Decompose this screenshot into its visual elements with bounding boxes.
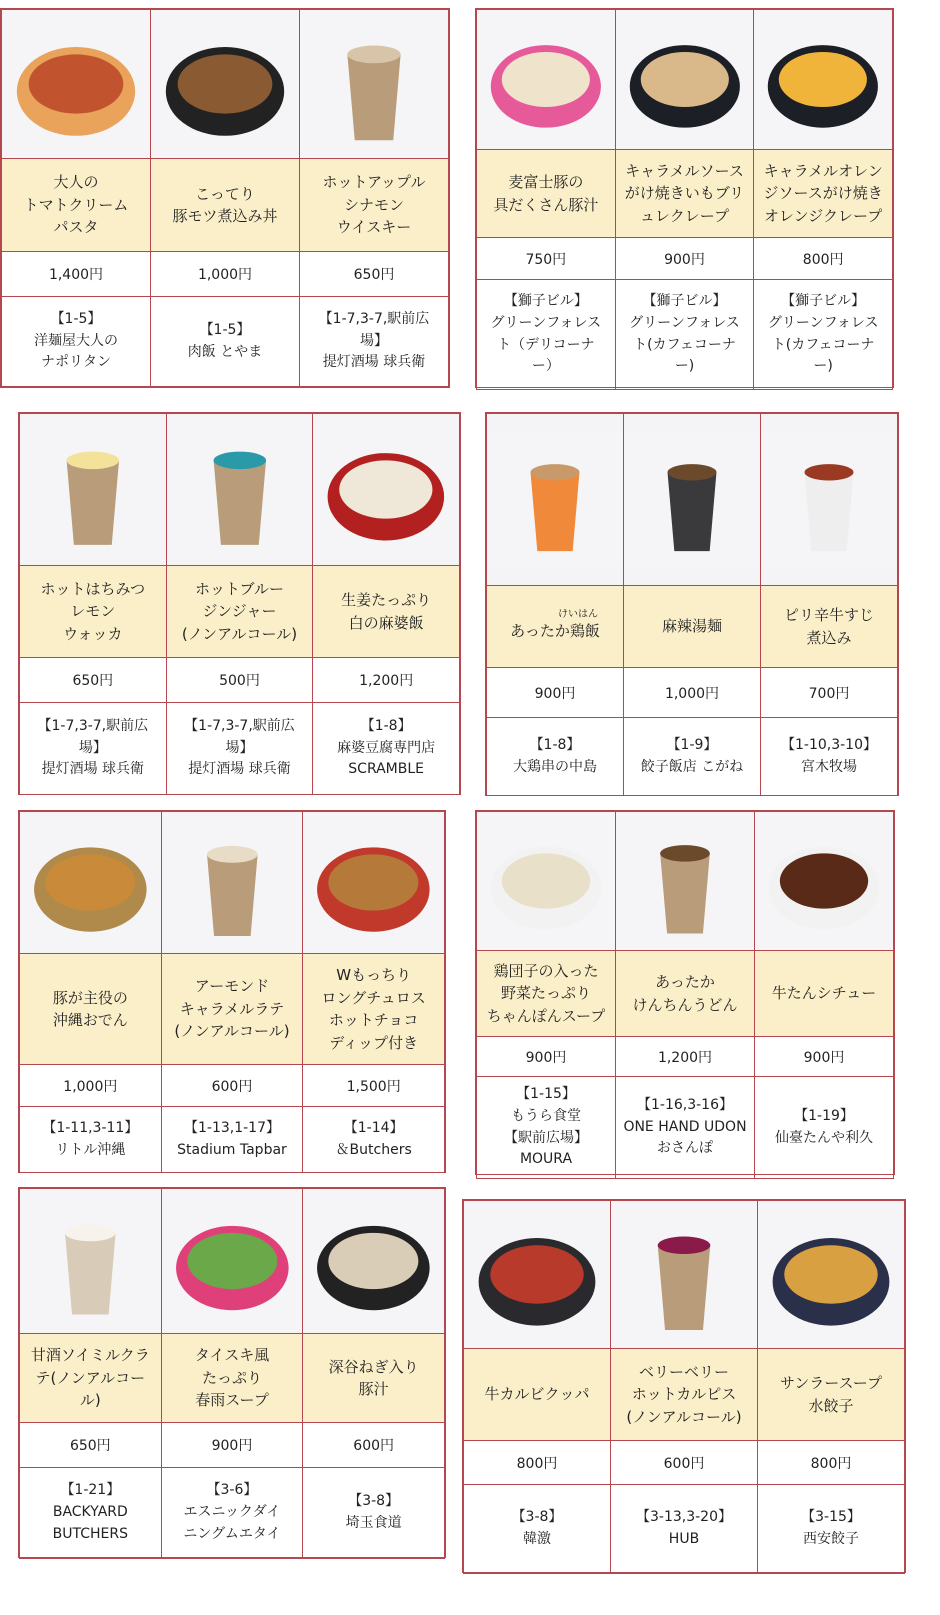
cup-bowl-orange-photo — [487, 414, 623, 585]
item-name-cell — [20, 1334, 162, 1423]
food-photo — [615, 10, 754, 150]
skillet-photo — [616, 10, 754, 149]
food-photo — [20, 414, 167, 566]
shop-location: 【1-9】 餃子飯店 こがね — [624, 718, 761, 796]
item-name: 鶏団子の入った 野菜たっぷり ちゃんぽんスープ — [486, 961, 606, 1025]
item-name: キャラメルオレン ジソースがけ焼き オレンジクレープ — [763, 161, 883, 225]
shop-location: 【3-6】 エスニックダイ ニングムエタイ — [161, 1468, 303, 1559]
shop-location: 【1-14】 ＆Butchers — [303, 1107, 445, 1173]
menu-card-4 — [485, 412, 899, 796]
skillet-orange-photo — [754, 10, 892, 149]
item-name: あったか鶏飯 — [510, 622, 600, 641]
food-photo — [758, 1201, 905, 1349]
item-name: 甘酒ソイミルクラ テ(ノンアルコー ル) — [30, 1346, 150, 1410]
food-photo — [477, 812, 616, 951]
shop-location: 【1-10,3-10】 宮木牧場 — [761, 718, 898, 796]
item-name-cell — [313, 566, 460, 658]
item-name-cell — [303, 1334, 445, 1423]
item-price: 900円 — [161, 1423, 303, 1468]
item-name: 牛たんシチュー — [771, 984, 877, 1003]
shop-location: 【1-5】 洋麺屋大人の ナポリタン — [2, 297, 151, 387]
food-photo — [166, 414, 313, 566]
item-name-cell — [616, 951, 755, 1037]
item-name-cell — [611, 1349, 758, 1441]
tongue-stew-photo — [755, 812, 893, 950]
item-name-cell — [161, 1334, 303, 1423]
item-name-cell — [624, 586, 761, 668]
item-name-cell — [161, 954, 303, 1065]
food-photo — [616, 812, 755, 951]
food-photo — [611, 1201, 758, 1349]
item-price: 650円 — [300, 252, 449, 297]
shop-location: 【1-5】 肉飯 とやま — [151, 297, 300, 387]
shop-location: 【1-15】 もうら食堂 【駅前広場】 MOURA — [477, 1077, 616, 1179]
food-photo — [161, 1189, 303, 1334]
item-name-cell — [755, 951, 894, 1037]
item-name-cell — [464, 1349, 611, 1441]
food-photo — [487, 414, 624, 586]
item-name: ホットはちみつ レモン ウォッカ — [40, 579, 146, 643]
item-name: 麻辣湯麺 — [661, 617, 722, 636]
berry-cup-photo — [611, 1201, 757, 1348]
shop-location: 【3-8】 韓激 — [464, 1485, 611, 1574]
menu-card-3 — [18, 412, 461, 795]
item-name-cell — [758, 1349, 905, 1441]
item-name: ベリーベリー ホットカルピス (ノンアルコール) — [626, 1362, 742, 1426]
food-photo — [303, 812, 445, 954]
shop-location: 【1-13,1-17】 Stadium Tapbar — [161, 1107, 303, 1173]
item-price: 650円 — [20, 1423, 162, 1468]
shop-location: 【1-16,3-16】 ONE HAND UDON おさんぽ — [616, 1077, 755, 1179]
soup-bowl-pink-photo — [477, 10, 615, 149]
item-name-cell — [303, 954, 445, 1065]
item-name: 豚が主役の 沖縄おでん — [52, 988, 128, 1029]
menu-card-2 — [475, 8, 894, 388]
item-name-cell — [477, 150, 616, 238]
rice-bowl-photo — [151, 10, 299, 158]
item-price: 900円 — [477, 1037, 616, 1077]
food-photo — [477, 10, 616, 150]
shop-location: 【3-13,3-20】 HUB — [611, 1485, 758, 1574]
item-name-cell — [761, 586, 898, 668]
hot-cup-photo — [300, 10, 448, 158]
champon-bowl-photo — [477, 812, 615, 950]
item-name: ホットアップル シナモン ウイスキー — [322, 173, 426, 237]
shop-location: 【獅子ビル】 グリーンフォレス ト(カフェコーナ ー) — [754, 280, 893, 390]
item-name: サンラースープ 水餃子 — [779, 1374, 882, 1415]
item-price: 900円 — [755, 1037, 894, 1077]
food-photo — [624, 414, 761, 586]
stew-cup-photo — [761, 414, 897, 585]
item-furigana: けいはん — [558, 609, 598, 621]
item-name: キャラメルソース がけ焼きいもブリ ュレクレープ — [624, 161, 745, 225]
menu-card-1 — [0, 8, 450, 388]
shop-location: 【3-8】 埼玉食道 — [303, 1468, 445, 1559]
item-name: タイスキ風 たっぷり 春雨スープ — [194, 1346, 270, 1410]
item-price: 1,000円 — [151, 252, 300, 297]
food-photo — [20, 1189, 162, 1334]
item-price: 500円 — [166, 658, 313, 703]
oden-bowl-photo — [20, 812, 161, 953]
hot-cup-lemon-photo — [20, 414, 166, 565]
item-price: 1,200円 — [616, 1037, 755, 1077]
food-photo — [464, 1201, 611, 1349]
shop-location: 【3-15】 西安餃子 — [758, 1485, 905, 1574]
item-name-cell — [20, 566, 167, 658]
latte-cup-photo — [162, 812, 303, 953]
shop-location: 【1-19】 仙臺たんや利久 — [755, 1077, 894, 1179]
shop-location: 【1-21】 BACKYARD BUTCHERS — [20, 1468, 162, 1559]
hot-cup-blue-photo — [167, 414, 313, 565]
item-name-cell — [754, 150, 893, 238]
item-price: 900円 — [487, 668, 624, 718]
item-name: アーモンド キャラメルラテ (ノンアルコール) — [174, 977, 290, 1041]
item-name-cell — [20, 954, 162, 1065]
food-photo — [313, 414, 460, 566]
food-photo — [20, 812, 162, 954]
menu-card-7 — [18, 1187, 446, 1558]
mapo-rice-photo — [313, 414, 459, 565]
item-price: 800円 — [758, 1441, 905, 1485]
shop-location: 【獅子ビル】 グリーンフォレス ト(カフェコーナ ー) — [615, 280, 754, 390]
item-name: 牛カルビクッパ — [484, 1385, 590, 1404]
item-name-cell — [487, 586, 624, 668]
item-price: 750円 — [477, 238, 616, 280]
shop-location: 【獅子ビル】 グリーンフォレス ト（デリコーナ ー） — [477, 280, 616, 390]
item-price: 900円 — [615, 238, 754, 280]
item-name-cell — [615, 150, 754, 238]
item-name: 麦富士豚の 具だくさん豚汁 — [493, 173, 599, 214]
item-price: 1,000円 — [20, 1065, 162, 1107]
item-name: 大人の トマトクリーム パスタ — [23, 173, 129, 237]
item-price: 600円 — [303, 1423, 445, 1468]
item-price: 1,200円 — [313, 658, 460, 703]
shop-location: 【1-8】 大鶏串の中島 — [487, 718, 624, 796]
pasta-plate-photo — [2, 10, 150, 158]
food-photo — [761, 414, 898, 586]
item-name-cell — [166, 566, 313, 658]
item-name-cell — [300, 159, 449, 252]
item-name-cell — [477, 951, 616, 1037]
menu-card-5 — [18, 810, 446, 1173]
item-price: 1,000円 — [624, 668, 761, 718]
item-name: ピリ辛牛すじ 煮込み — [783, 606, 874, 647]
food-photo — [161, 812, 303, 954]
item-price: 700円 — [761, 668, 898, 718]
food-photo — [303, 1189, 445, 1334]
food-photo — [755, 812, 894, 951]
item-price: 600円 — [611, 1441, 758, 1485]
item-name: こってり 豚モツ煮込み丼 — [172, 184, 278, 225]
item-price: 600円 — [161, 1065, 303, 1107]
shop-location: 【1-7,3-7,駅前広 場】 提灯酒場 球兵衛 — [300, 297, 449, 387]
cup-bowl-black-photo — [624, 414, 760, 585]
item-name-cell — [2, 159, 151, 252]
shop-location: 【1-7,3-7,駅前広 場】 提灯酒場 球兵衛 — [20, 703, 167, 795]
gukbap-photo — [464, 1201, 610, 1348]
shop-location: 【1-8】 麻婆豆腐専門店 SCRAMBLE — [313, 703, 460, 795]
shop-location: 【1-11,3-11】 リトル沖縄 — [20, 1107, 162, 1173]
item-name: ホットブルー ジンジャー (ノンアルコール) — [181, 579, 298, 643]
tonjiru-bowl-photo — [303, 1189, 444, 1333]
thai-suki-photo — [162, 1189, 303, 1333]
item-price: 1,500円 — [303, 1065, 445, 1107]
sanla-soup-photo — [758, 1201, 904, 1348]
item-price: 800円 — [754, 238, 893, 280]
item-price: 650円 — [20, 658, 167, 703]
menu-card-6 — [475, 810, 895, 1175]
food-photo — [300, 10, 449, 159]
amazake-cup-photo — [20, 1189, 161, 1333]
food-photo — [2, 10, 151, 159]
food-photo — [151, 10, 300, 159]
udon-cup-photo — [616, 812, 754, 950]
churros-photo — [303, 812, 444, 953]
item-name: 生姜たっぷり 白の麻婆飯 — [341, 591, 432, 632]
item-price: 800円 — [464, 1441, 611, 1485]
item-price: 1,400円 — [2, 252, 151, 297]
item-name: あったか けんちんうどん — [632, 973, 738, 1014]
item-name: Wもっちり ロングチュロス ホットチョコ ディップ付き — [321, 966, 426, 1052]
food-photo — [754, 10, 893, 150]
item-name-cell — [151, 159, 300, 252]
menu-card-8 — [462, 1199, 906, 1573]
shop-location: 【1-7,3-7,駅前広 場】 提灯酒場 球兵衛 — [166, 703, 313, 795]
item-name: 深谷ねぎ入り 豚汁 — [328, 1357, 419, 1398]
